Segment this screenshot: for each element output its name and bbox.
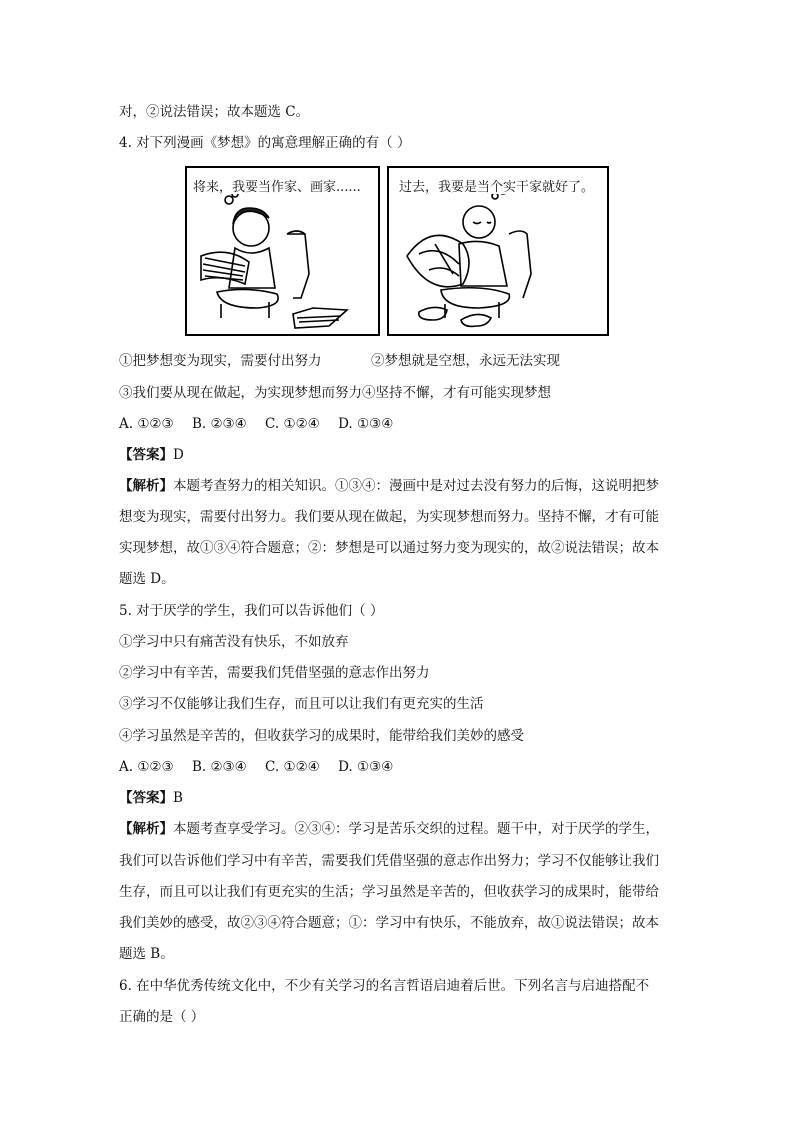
analysis-q5-line5: 题选 B。 [119, 946, 174, 962]
option-statement-3-4: ③我们要从现在做起，为实现梦想而努力④坚持不懈，才有可能实现梦想 [119, 385, 551, 401]
answer-q5 [119, 789, 183, 807]
analysis-q4-line2: 想变为现实，需要付出努力。我们要从现在做起，为实现梦想而努力。坚持不懈，才有可能 [119, 509, 659, 525]
analysis-text: 本题考查享受学习。②③④：学习是苦乐交织的过程。题干中，对于厌学的学生， [173, 821, 659, 837]
analysis-q5-line2: 我们可以告诉他们学习中有辛苦，需要我们凭借坚强的意志作出努力；学习不仅能够让我们 [119, 853, 659, 869]
comic-panel-past [387, 166, 609, 336]
choice-d: D. ①③④ [338, 416, 394, 432]
comic-panel-future [185, 166, 380, 336]
answer-value: D [173, 447, 184, 463]
analysis-q5-line4: 我们美妙的感受，故②③④符合题意；①：学习中有快乐，不能放弃，故①说法错误；故本 [119, 915, 659, 931]
statement-1: ①学习中只有痛苦没有快乐，不如放弃 [119, 634, 349, 650]
choice-c: C. ①②④ [265, 416, 320, 432]
analysis-q5-line1 [119, 820, 659, 838]
answer-q4 [119, 446, 184, 464]
analysis-tag: 【解析】 [119, 821, 173, 837]
young-man-dreaming-illustration [187, 194, 378, 334]
choice-c: C. ①②④ [265, 759, 320, 775]
analysis-text: 本题考查努力的相关知识。①③④：漫画中是对过去没有努力的后悔，这说明把梦 [173, 478, 659, 494]
comic-caption-future: 将来，我要当作家、画家...... [193, 180, 361, 195]
question-6-stem: 6. 在中华优秀传统文化中，不少有关学习的名言哲语启迪着后世。下列名言与启迪搭配不 [119, 978, 650, 994]
question-4-stem: 4. 对下列漫画《梦想》的寓意理解正确的有（ ） [119, 135, 411, 151]
analysis-q5-line3: 生存，而且可以让我们有更充实的生活；学习虽然是辛苦的，但收获学习的成果时，能带给 [119, 884, 659, 900]
answer-tag: 【答案】 [119, 447, 173, 463]
statement-2: ②学习中有辛苦，需要我们凭借坚强的意志作出努力 [119, 665, 430, 681]
choice-a: A. ①②③ [119, 759, 174, 775]
text-line: 对，②说法错误；故本题选 C。 [119, 104, 310, 120]
choice-b: B. ②③④ [191, 759, 247, 775]
choice-b: B. ②③④ [191, 416, 247, 432]
answer-value: B [173, 790, 183, 806]
analysis-q4-line3: 实现梦想，故①③④符合题意；②：梦想是可以通过努力变为现实的，故②说法错误；故本 [119, 540, 659, 556]
statement-1: ①把梦想变为现实，需要付出努力 [119, 353, 322, 369]
analysis-tag: 【解析】 [119, 478, 173, 494]
question-5-stem: 5. 对于厌学的学生，我们可以告诉他们（ ） [119, 603, 384, 619]
choice-row-q5 [119, 758, 407, 776]
choice-a: A. ①②③ [119, 416, 174, 432]
analysis-q4-line1 [119, 477, 659, 495]
answer-tag: 【答案】 [119, 790, 173, 806]
comic-caption-past: 过去，我要是当个实干家就好了。 [399, 180, 595, 195]
question-6-stem-cont: 正确的是（ ） [119, 1009, 205, 1025]
statement-4: ④学习虽然是辛苦的，但收获学习的成果时，能带给我们美妙的感受 [119, 728, 524, 744]
statement-3: ③学习不仅能够让我们生存，而且可以让我们有更充实的生活 [119, 696, 484, 712]
choice-row-q4 [119, 415, 407, 433]
analysis-q4-line4: 题选 D。 [119, 571, 175, 587]
statement-2: ②梦想就是空想，永远无法实现 [371, 353, 560, 369]
option-statement-1-2 [119, 352, 560, 370]
choice-d: D. ①③④ [338, 759, 394, 775]
old-man-regretting-illustration [389, 194, 607, 334]
